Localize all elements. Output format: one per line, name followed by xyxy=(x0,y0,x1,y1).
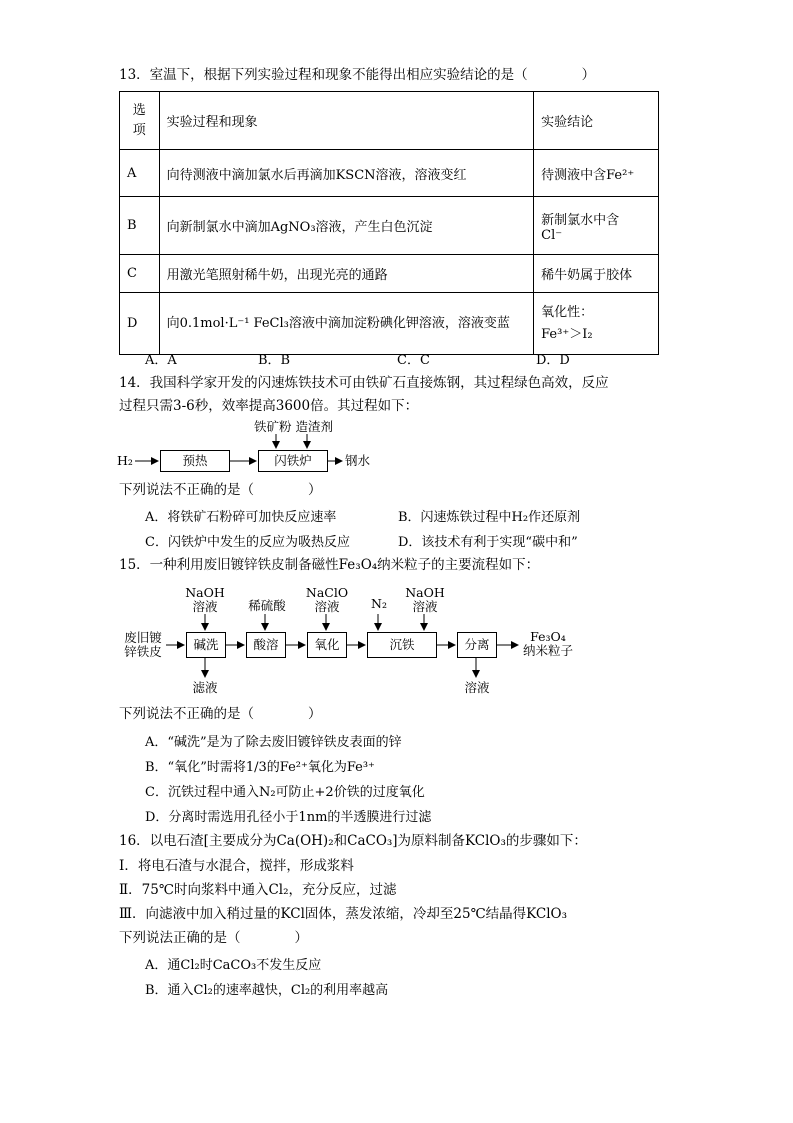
row-conclusion: 新制氯水中含Cl⁻ xyxy=(534,197,659,255)
q16-option-b[interactable]: B．通入Cl₂的速率越快，Cl₂的利用率越高 xyxy=(145,983,389,998)
row-conclusion: 稀牛奶属于胶体 xyxy=(534,255,659,293)
q14-option-b[interactable]: B．闪速炼铁过程中H₂作还原剂 xyxy=(398,510,581,525)
q15-step-precipitate: 沉铁 xyxy=(367,632,437,658)
q15-step-oxidize: 氧化 xyxy=(307,632,347,658)
q14-flow-output: 钢水 xyxy=(345,453,371,468)
q16-step-1: Ⅰ．将电石渣与水混合，搅拌，形成浆料 xyxy=(119,858,354,874)
q14-option-c[interactable]: C．闪铁炉中发生的反应为吸热反应 xyxy=(145,535,350,550)
q15-step-acid-dissolve: 酸溶 xyxy=(246,632,286,658)
q14-stem-line1: 14．我国科学家开发的闪速炼铁技术可由铁矿石直接炼钢，其过程绿色高效，反应 xyxy=(119,375,609,391)
row-option: B xyxy=(120,197,160,255)
q14-flow-additives: 铁矿粉 造渣剂 xyxy=(254,419,333,434)
q15-prompt: 下列说法不正确的是（ ） xyxy=(119,706,322,722)
header-process: 实验过程和现象 xyxy=(159,92,534,150)
q14-prompt: 下列说法不正确的是（ ） xyxy=(119,482,322,498)
q14-option-d[interactable]: D．该技术有利于实现“碳中和” xyxy=(398,535,578,550)
q15-stem: 15．一种利用废旧镀锌铁皮制备磁性Fe₃O₄纳米粒子的主要流程如下： xyxy=(119,557,540,573)
q16-option-a[interactable]: A．通Cl₂时CaCO₃不发生反应 xyxy=(145,958,322,973)
row-process: 向新制氯水中滴加AgNO₃溶液，产生白色沉淀 xyxy=(159,197,534,255)
q14-flow-input: H₂ xyxy=(117,453,133,468)
q13-stem: 13．室温下，根据下列实验过程和现象不能得出相应实验结论的是（ ） xyxy=(119,67,596,83)
q13-option-a[interactable]: A．A xyxy=(145,353,177,368)
q13-option-c[interactable]: C．C xyxy=(397,353,430,368)
q15-step-separate: 分离 xyxy=(457,632,497,658)
q16-stem: 16．以电石渣[主要成分为Ca(OH)₂和CaCO₃]为原料制备KClO₃的步骤如下： xyxy=(119,833,587,849)
header-conclusion: 实验结论 xyxy=(534,92,659,150)
row-option: D xyxy=(120,293,160,355)
q16-step-3: Ⅲ．向滤液中加入稍过量的KCl固体，蒸发浓缩，冷却至25℃结晶得KClO₃ xyxy=(119,906,568,922)
q15-option-c[interactable]: C．沉铁过程中通入N₂可防止+2价铁的过度氧化 xyxy=(145,785,425,800)
q15-reagent-3: NaClO 溶液 xyxy=(305,585,349,614)
row-conclusion: 待测液中含Fe²⁺ xyxy=(534,150,659,197)
q15-flow-filtrate: 滤液 xyxy=(192,680,218,695)
row-process: 向待测液中滴加氯水后再滴加KSCN溶液，溶液变红 xyxy=(159,150,534,197)
q15-reagent-2: 稀硫酸 xyxy=(248,598,286,613)
row-option: C xyxy=(120,255,160,293)
q15-option-d[interactable]: D．分离时需选用孔径小于1nm的半透膜进行过滤 xyxy=(145,810,432,825)
q15-option-a[interactable]: A．“碱洗”是为了除去废旧镀锌铁皮表面的锌 xyxy=(145,735,402,750)
q13-option-d[interactable]: D．D xyxy=(536,353,570,368)
q16-step-2: Ⅱ．75℃时向浆料中通入Cl₂，充分反应，过滤 xyxy=(119,882,397,898)
q14-option-a[interactable]: A．将铁矿石粉碎可加快反应速率 xyxy=(145,510,337,525)
header-option: 选项 xyxy=(120,92,160,150)
q15-step-alkali-wash: 碱洗 xyxy=(186,632,226,658)
q14-flow-step-furnace: 闪铁炉 xyxy=(258,450,328,472)
q15-reagent-5: NaOH 溶液 xyxy=(405,585,445,614)
q16-prompt: 下列说法正确的是（ ） xyxy=(119,930,308,946)
q15-flow-product: Fe₃O₄ 纳米粒子 xyxy=(522,629,573,658)
q15-reagent-1: NaOH 溶液 xyxy=(185,585,225,614)
q15-option-b[interactable]: B．“氧化”时需将1/3的Fe²⁺氧化为Fe³⁺ xyxy=(145,760,375,775)
q15-flow-input: 废旧镀 锌铁皮 xyxy=(124,630,162,659)
q15-reagent-4: N₂ xyxy=(371,596,387,611)
row-process: 用激光笔照射稀牛奶，出现光亮的通路 xyxy=(159,255,534,293)
row-conclusion: 氧化性：Fe³⁺＞I₂ xyxy=(534,293,659,355)
q14-flow-step-preheat: 预热 xyxy=(160,450,230,472)
q14-stem-line2: 过程只需3-6秒，效率提高3600倍。其过程如下： xyxy=(119,398,419,414)
q15-flow-solution: 溶液 xyxy=(464,680,490,695)
row-process: 向0.1mol·L⁻¹ FeCl₃溶液中滴加淀粉碘化钾溶液，溶液变蓝 xyxy=(159,293,534,355)
row-option: A xyxy=(120,150,160,197)
q13-option-b[interactable]: B．B xyxy=(258,353,291,368)
